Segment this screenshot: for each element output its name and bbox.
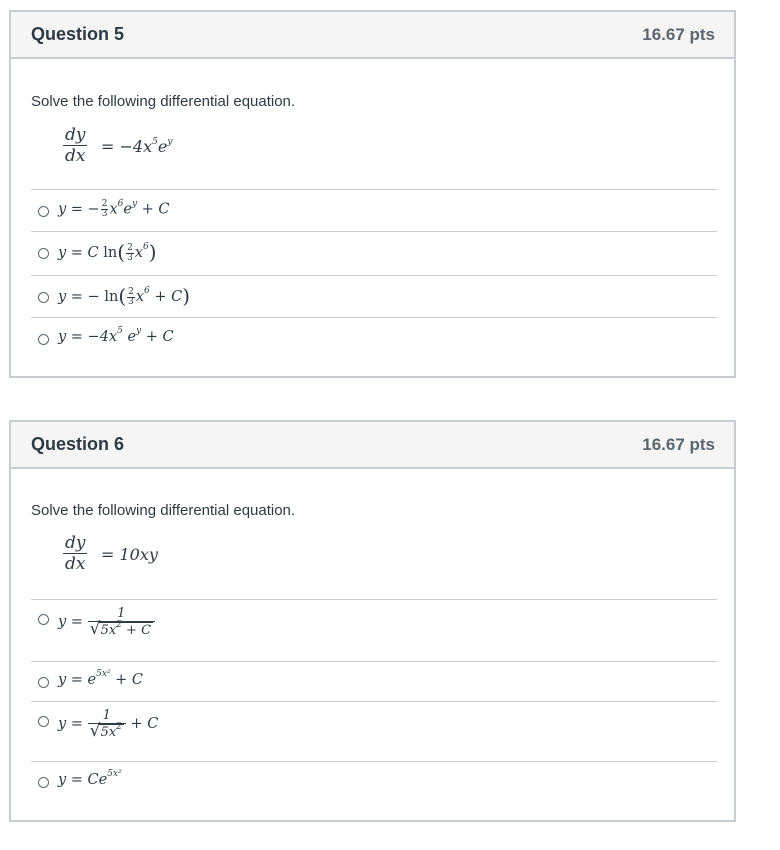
question-title: Question 5 <box>31 24 125 44</box>
question-points: 16.67 pts <box>642 25 715 44</box>
answer-option[interactable] <box>31 599 717 662</box>
radio-button[interactable] <box>38 716 49 727</box>
answer-option[interactable] <box>31 701 717 762</box>
radio-button[interactable] <box>38 334 49 345</box>
answer-text: y = 1 √ $5x^2$ + C <box>58 708 159 741</box>
radio-button[interactable] <box>38 248 49 259</box>
equation-lhs: $\frac{dy}{dx}$ <box>65 533 86 574</box>
question-prompt: Solve the following differential equation. <box>31 502 296 519</box>
question-5-card <box>9 10 736 378</box>
equation-lhs: $\frac{dy}{dx}$ <box>65 125 86 166</box>
question-header <box>11 12 734 59</box>
equation-rhs: = 10xy <box>101 545 158 564</box>
question-title: Question 6 <box>31 434 125 454</box>
answer-text: $y = e^{5x^2} + C$ <box>58 669 144 688</box>
answer-text: y = C ln( $\frac{2}{3}$ $x^6$) <box>58 240 157 264</box>
answer-option[interactable] <box>31 231 717 276</box>
radio-button[interactable] <box>38 777 49 788</box>
question-6-card <box>9 420 736 822</box>
question-header <box>11 422 734 469</box>
radio-button[interactable] <box>38 292 49 303</box>
equation-rhs: = $-4x^5e^y$ <box>101 136 173 156</box>
answer-option[interactable] <box>31 189 717 232</box>
radio-button[interactable] <box>38 677 49 688</box>
answer-text: y = 1 √ $5x^2 + C$ <box>58 606 155 638</box>
answer-option[interactable] <box>31 317 717 360</box>
answer-text: $y = -4x^5$ $e^y + C$ <box>58 326 174 345</box>
answer-option[interactable] <box>31 661 717 702</box>
answer-option[interactable] <box>31 275 717 318</box>
radio-button[interactable] <box>38 614 49 625</box>
answer-text: y = − ln( $\frac{2}{3}$ $x^6 + C$) <box>58 284 191 308</box>
answer-text: y = − $\frac{2}{3}$ $x^6e^y + C$ <box>58 198 170 219</box>
answer-text: $y = Ce^{5x^2}$ <box>58 769 122 788</box>
answer-option[interactable] <box>31 761 717 804</box>
question-prompt: Solve the following differential equation. <box>31 93 296 110</box>
radio-button[interactable] <box>38 206 49 217</box>
question-points: 16.67 pts <box>642 435 715 454</box>
